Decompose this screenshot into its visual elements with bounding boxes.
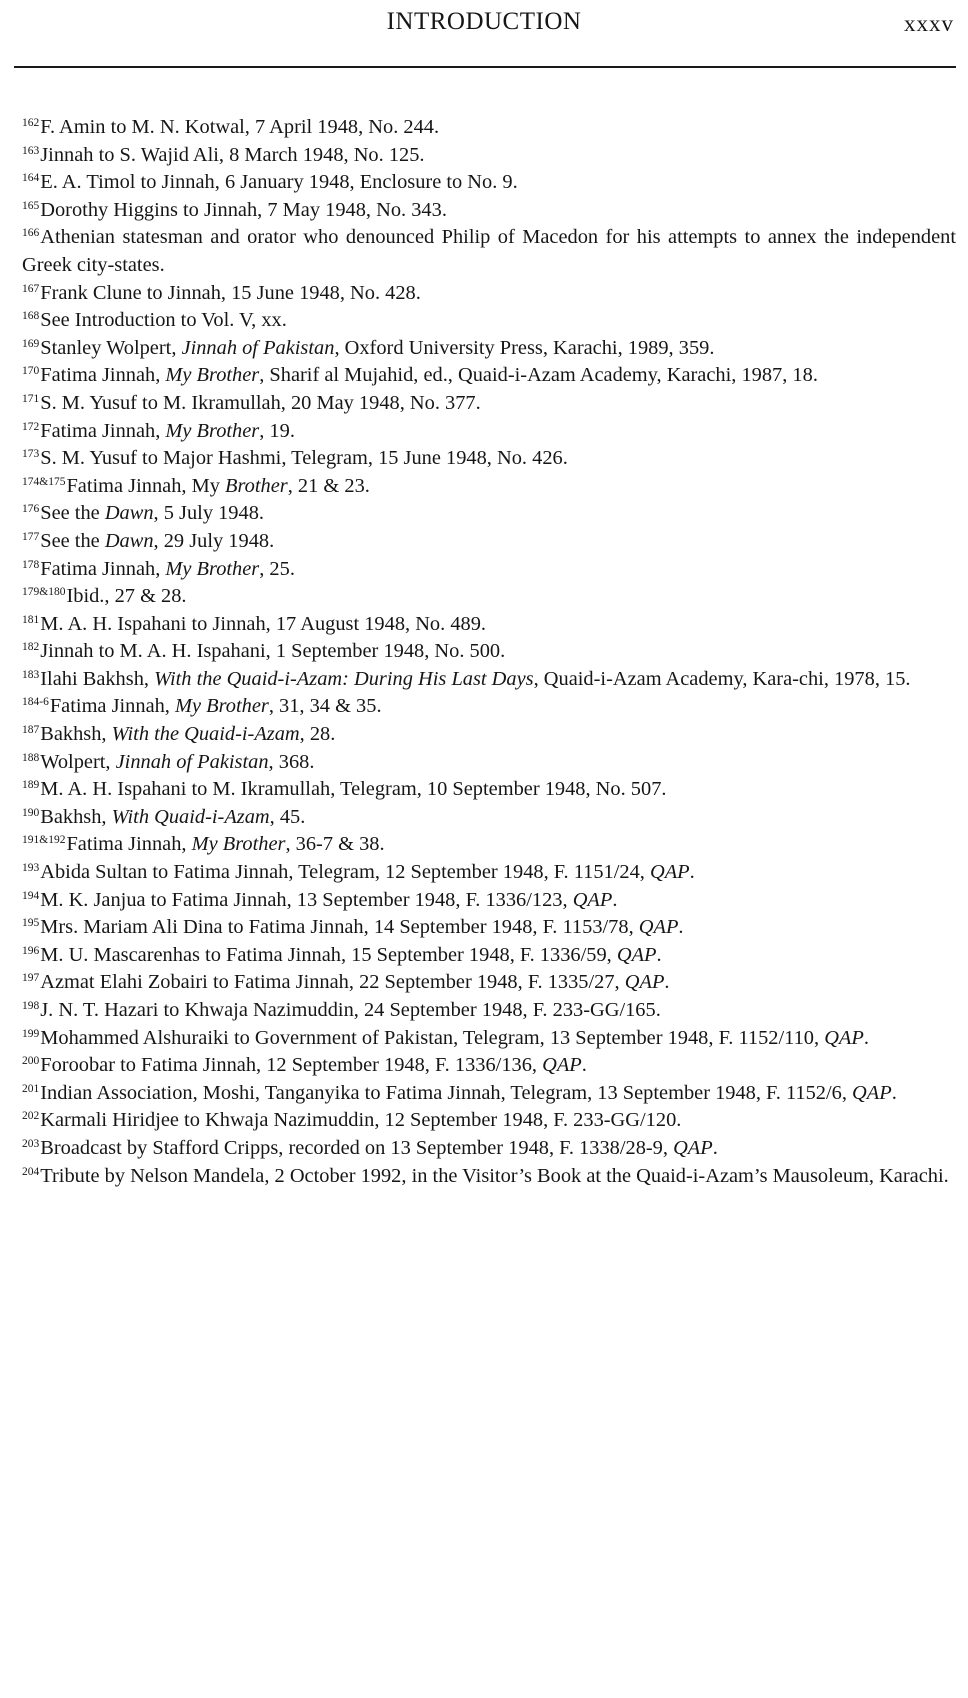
page-number: xxxv — [904, 11, 954, 36]
endnote-number: 194 — [22, 889, 40, 902]
endnote-number: 182 — [22, 641, 40, 654]
endnote — [22, 335, 956, 363]
endnote — [22, 749, 956, 777]
endnote-text: . — [664, 971, 670, 994]
endnote-text: See the — [40, 529, 105, 552]
endnote-number: 174&175 — [22, 475, 66, 488]
endnote-title-text: With Quaid-i-Azam — [111, 805, 270, 828]
endnote — [22, 280, 956, 308]
endnote-text: . — [656, 943, 662, 966]
endnote-text: M. A. H. Ispahani to Jinnah, 17 August 1948, No. 489. — [40, 612, 487, 635]
endnote — [22, 859, 956, 887]
endnote-text: . — [712, 1136, 718, 1159]
endnote — [22, 969, 956, 997]
endnote-text: , Sharif al Mujahid, ed., Quaid-i-Azam Academy, Karachi, 1987, 18. — [259, 364, 818, 387]
endnote-text: S. M. Yusuf to M. Ikramullah, 20 May 1948, No. 377. — [40, 391, 481, 414]
endnote-number: 183 — [22, 668, 40, 681]
endnote-number: 163 — [22, 144, 40, 157]
endnote-text: , 45. — [269, 805, 306, 828]
endnote — [22, 197, 956, 225]
endnote — [22, 638, 956, 666]
endnote — [22, 942, 956, 970]
endnote-title-text: QAP — [542, 1054, 582, 1077]
endnote-text: See the — [40, 502, 105, 525]
endnote-number: 162 — [22, 117, 40, 129]
endnote-text: Indian Association, Moshi, Tanganyika to Fatima Jinnah, Telegram, 13 September 1948, F. 1152/6, — [40, 1081, 853, 1104]
endnote — [22, 721, 956, 749]
endnote-text: , 31, 34 & 35. — [268, 695, 382, 718]
endnote — [22, 500, 956, 528]
endnote-number: 193 — [22, 862, 40, 875]
running-head: INTRODUCTION — [386, 8, 582, 35]
endnote-text: , 29 July 1948. — [153, 529, 275, 552]
endnote-number: 168 — [22, 310, 40, 323]
endnote-text: Wolpert, — [40, 750, 116, 773]
endnote-text: Ilahi Bakhsh, — [40, 667, 155, 690]
endnote-number: 184-6 — [22, 696, 49, 709]
endnote-text: Dorothy Higgins to Jinnah, 7 May 1948, No. 343. — [40, 198, 447, 221]
endnote-number: 172 — [22, 420, 40, 433]
endnote — [22, 1163, 956, 1191]
endnote-text: S. M. Yusuf to Major Hashmi, Telegram, 15 June 1948, No. 426. — [40, 447, 568, 470]
endnote — [22, 1052, 956, 1080]
endnote-number: 164 — [22, 172, 40, 185]
endnote-text: . — [863, 1026, 869, 1049]
endnote-number: 201 — [22, 1082, 40, 1095]
endnote-number: 189 — [22, 779, 40, 792]
endnote — [22, 556, 956, 584]
endnote — [22, 224, 956, 279]
endnote — [22, 1107, 956, 1135]
endnote-text: Stanley Wolpert, — [40, 336, 182, 359]
endnote-title-text: QAP — [673, 1136, 713, 1159]
endnote — [22, 362, 956, 390]
endnote-number: 177 — [22, 530, 40, 543]
endnote-number: 187 — [22, 724, 40, 737]
endnote-text: Broadcast by Stafford Cripps, recorded on 13 September 1948, F. 1338/28-9, — [40, 1136, 674, 1159]
endnote-title-text: My Brother — [165, 364, 260, 387]
endnote — [22, 1080, 956, 1108]
endnote — [22, 1135, 956, 1163]
endnote-title-text: Jinnah of Pakistan — [181, 336, 335, 359]
endnote-text: . — [689, 861, 695, 884]
endnote-text: . — [581, 1054, 587, 1077]
endnote — [22, 418, 956, 446]
endnote-text: Fatima Jinnah, My — [66, 474, 226, 497]
endnote-number: 203 — [22, 1137, 40, 1150]
endnote-text: Athenian statesman and orator who denounced Philip of Macedon for his attempts to annex the independent Greek city-states. — [22, 226, 956, 276]
endnote-title-text: Dawn — [104, 529, 154, 552]
endnote — [22, 307, 956, 335]
endnote-number: 197 — [22, 972, 40, 985]
endnote-title-text: QAP — [572, 888, 613, 911]
endnote — [22, 887, 956, 915]
endnote — [22, 528, 956, 556]
endnote-number: 171 — [22, 392, 40, 405]
endnote-title-text: QAP — [852, 1081, 892, 1104]
endnote-text: Abida Sultan to Fatima Jinnah, Telegram, 12 September 1948, F. 1151/24, — [40, 861, 650, 884]
endnote-text: M. K. Janjua to Fatima Jinnah, 13 September 1948, F. 1336/123, — [40, 888, 573, 911]
endnote-number: 170 — [22, 365, 40, 378]
endnote-number: 179&180 — [22, 586, 66, 599]
endnote-text: , 19. — [259, 419, 295, 442]
endnote-number: 178 — [22, 558, 40, 571]
endnote-text: Azmat Elahi Zobairi to Fatima Jinnah, 22 September 1948, F. 1335/27, — [40, 971, 625, 994]
endnote-text: Frank Clune to Jinnah, 15 June 1948, No. 428. — [40, 281, 421, 304]
endnote-number: 167 — [22, 282, 40, 295]
endnote-title-text: With the Quaid-i-Azam — [111, 723, 300, 746]
endnote-text: Bakhsh, — [40, 805, 112, 828]
endnote-text: Fatima Jinnah, — [40, 364, 166, 387]
endnote-number: 204 — [22, 1165, 40, 1178]
endnote-title-text: Jinnah of Pakistan — [115, 750, 269, 773]
endnote — [22, 445, 956, 473]
endnote-title-text: QAP — [624, 971, 665, 994]
endnote-text: Fatima Jinnah, — [66, 833, 192, 856]
endnote-text: Bakhsh, — [40, 723, 112, 746]
endnote-number: 202 — [22, 1110, 40, 1123]
endnote-number: 173 — [22, 448, 40, 461]
endnote-title-text: My Brother — [191, 833, 286, 856]
endnote-text: Ibid., 27 & 28. — [66, 585, 187, 608]
endnote — [22, 804, 956, 832]
endnote-title-text: With the Quaid-i-Azam: During His Last Days — [154, 667, 534, 690]
endnote-text: , 5 July 1948. — [153, 502, 264, 525]
endnote-number: 169 — [22, 337, 40, 350]
endnote-text: . — [678, 916, 684, 939]
endnote — [22, 142, 956, 170]
endnote — [22, 776, 956, 804]
page-header — [0, 0, 968, 70]
endnote — [22, 914, 956, 942]
endnote-text: . — [612, 888, 618, 911]
endnote-title-text: QAP — [638, 916, 679, 939]
endnote-text: M. A. H. Ispahani to M. Ikramullah, Telegram, 10 September 1948, No. 507. — [40, 778, 667, 801]
endnote-text: . — [891, 1081, 897, 1104]
endnote — [22, 169, 956, 197]
endnote-number: 198 — [22, 1000, 40, 1012]
endnote-text: E. A. Timol to Jinnah, 6 January 1948, Enclosure to No. 9. — [40, 171, 518, 194]
endnote-text: , Oxford University Press, Karachi, 1989, 359. — [334, 336, 715, 359]
endnote-number: 181 — [22, 613, 40, 626]
endnote-number: 188 — [22, 751, 40, 764]
endnote-text: Fatima Jinnah, — [49, 695, 176, 718]
endnote-text: Karmali Hiridjee to Khwaja Nazimuddin, 12 September 1948, F. 233-GG/120. — [40, 1109, 682, 1132]
endnote — [22, 390, 956, 418]
endnote-title-text: My Brother — [175, 695, 269, 718]
endnote-title-text: Dawn — [104, 502, 154, 525]
endnote-text: , 25. — [259, 557, 295, 580]
endnote — [22, 114, 956, 142]
endnote-title-text: My Brother — [165, 419, 260, 442]
endnote-title-text: My Brother — [165, 557, 260, 580]
endnote — [22, 997, 956, 1025]
endnote-text: Mrs. Mariam Ali Dina to Fatima Jinnah, 14 September 1948, F. 1153/78, — [40, 916, 639, 939]
endnote-text: Mohammed Alshuraiki to Government of Pakistan, Telegram, 13 September 1948, F. 1152/110, — [40, 1026, 825, 1049]
endnote-text: Jinnah to S. Wajid Ali, 8 March 1948, No. 125. — [40, 143, 425, 166]
endnote-text: Jinnah to M. A. H. Ispahani, 1 September 1948, No. 500. — [40, 640, 506, 663]
endnote-text: , 36-7 & 38. — [285, 833, 385, 856]
endnote-text: See Introduction to Vol. V, xx. — [40, 309, 287, 332]
endnote-text: Tribute by Nelson Mandela, 2 October 1992, in the Visitor’s Book at the Quaid-i-Azam’s Mausoleum, Karachi. — [40, 1164, 949, 1187]
endnote-text: , 368. — [268, 750, 315, 773]
endnote-text: F. Amin to M. N. Kotwal, 7 April 1948, No. 244. — [40, 116, 440, 138]
endnote-title-text: QAP — [616, 943, 657, 966]
endnote-text: Fatima Jinnah, — [40, 557, 166, 580]
endnote-number: 176 — [22, 503, 40, 516]
endnote-number: 200 — [22, 1055, 40, 1068]
endnote — [22, 831, 956, 859]
endnote — [22, 1025, 956, 1053]
endnote-text: , 21 & 23. — [287, 474, 370, 497]
endnote-number: 195 — [22, 917, 40, 930]
endnote-text: Foroobar to Fatima Jinnah, 12 September 1948, F. 1336/136, — [40, 1054, 543, 1077]
endnote-text: J. N. T. Hazari to Khwaja Nazimuddin, 24 September 1948, F. 233-GG/165. — [40, 999, 661, 1021]
endnote-title-text: Brother — [225, 474, 288, 497]
endnote-title-text: QAP — [824, 1026, 864, 1049]
endnote-text: Fatima Jinnah, — [40, 419, 166, 442]
endnote-number: 196 — [22, 944, 40, 957]
endnote-number: 166 — [22, 227, 40, 240]
endnote — [22, 583, 956, 611]
endnote — [22, 611, 956, 639]
endnote-text: M. U. Mascarenhas to Fatima Jinnah, 15 September 1948, F. 1336/59, — [40, 943, 617, 966]
endnote-text: , 28. — [299, 723, 336, 746]
endnote-number: 191&192 — [22, 834, 66, 847]
endnote-number: 199 — [22, 1027, 40, 1040]
header-rule — [14, 66, 956, 68]
endnote — [22, 693, 956, 721]
endnote-number: 165 — [22, 199, 40, 212]
endnote-title-text: QAP — [649, 861, 690, 884]
endnote-number: 190 — [22, 806, 40, 819]
endnotes-list — [22, 114, 956, 1190]
endnote — [22, 666, 956, 694]
endnote-text: , Quaid-i-Azam Academy, Kara-chi, 1978, 15. — [533, 667, 911, 690]
endnote — [22, 473, 956, 501]
